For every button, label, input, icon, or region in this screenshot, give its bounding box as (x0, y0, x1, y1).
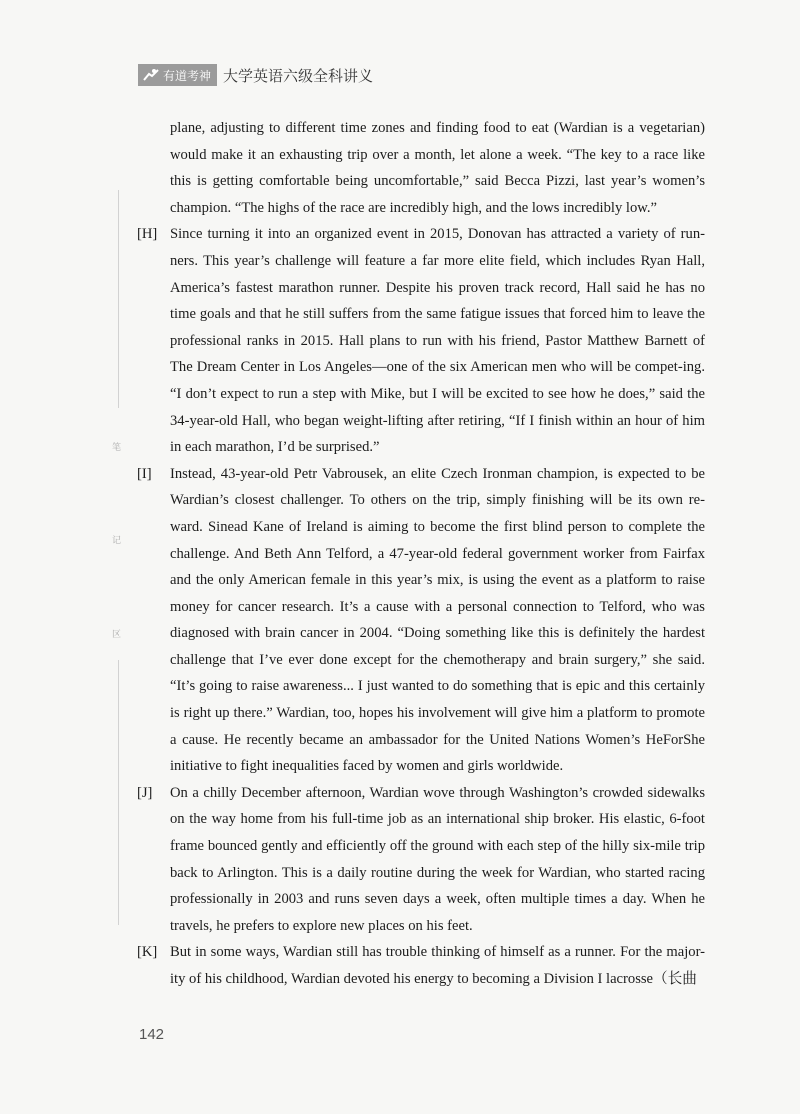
brand-logo (138, 64, 217, 86)
paragraph-marker: [I] (137, 465, 152, 482)
margin-note-label: 记 (112, 536, 122, 546)
margin-rule-top (118, 190, 119, 408)
paragraph-marker: [K] (137, 944, 158, 961)
paragraph (137, 115, 705, 221)
passage-body (137, 115, 705, 993)
margin-note-label: 笔 (112, 443, 122, 453)
page-number: 142 (139, 1026, 165, 1043)
brand-name: 有道考神 (163, 68, 212, 83)
paragraph-marker (137, 115, 170, 221)
header-title: 大学英语六级全科讲义 (223, 66, 374, 85)
paragraph-text: Since turning it into an organized event in 2015, Donovan has attracted a variety of run-ners. This year’s challenge will feature a far more elite field, which includes Ryan Hall, America’s fastest marathon runner. Despite his proven track record, Hall said he has no time goals and that he still suffers from the same fatigue issues that forced him to leave the professional ranks in 2015. Hall plans to run with his friend, Pastor Matthew Barnett of The Dream Center in Los Angeles—one of the six American men who will be compet-ing. “I don’t expect to run a step with Mike, but I will be excited to see how he does,” said the 34-year-old Hall, who began weight-lifting after retiring, “If I finish within an hour of him in each marathon, I’d be surprised.” (170, 226, 705, 456)
runner-icon (142, 68, 160, 82)
paragraph-marker: [J] (137, 784, 153, 801)
paragraph-i (137, 461, 705, 780)
paragraph-text: plane, adjusting to different time zones and finding food to eat (Wardian is a vegetarian) would make it an exhausting trip over a month, let alone a week. “The key to a race like this is getting comfortable being uncomfortable,” said Becca Pizzi, last year’s women’s champion. “The highs of the race are incredibly high, and the lows incredibly low.” (170, 120, 705, 216)
paragraph-text: But in some ways, Wardian still has trouble thinking of himself as a runner. For the major-ity of his childhood, Wardian devoted his energy to becoming a Division I lacrosse（长曲 (170, 944, 705, 987)
paragraph-marker: [H] (137, 226, 158, 243)
paragraph-h (137, 221, 705, 460)
margin-note-label: 区 (112, 630, 122, 640)
paragraph-k (137, 939, 705, 992)
margin-rule-bottom (118, 660, 119, 925)
paragraph-text: On a chilly December afternoon, Wardian wove through Washington’s crowded sidewalks on the way home from his full-time job as an international ship broker. His elastic, 6-foot frame bounced gently and efficiently off the ground with each step of the hilly six-mile trip back to Arlington. This is a daily routine during the week for Wardian, who started racing professionally in 2003 and runs seven days a week, often multiple times a day. When he travels, he prefers to explore new places on his feet. (170, 784, 705, 934)
paragraph-j (137, 780, 705, 940)
paragraph-text: Instead, 43-year-old Petr Vabrousek, an elite Czech Ironman champion, is expected to be Wardian’s closest challenger. To others on the trip, simply finishing will be its own re-ward. Sinead Kane of Ireland is aiming to become the first blind person to complete the challenge. And Beth Ann Telford, a 47-year-old federal government worker from Fairfax and the only American female in this year’s mix, is using the event as a platform to raise money for cancer research. It’s a cause with a personal connection to Telford, who was diagnosed with brain cancer in 2004. “Doing something like this is definitely the hardest challenge that I’ve ever done except for the chemotherapy and brain surgery,” she said. “It’s going to raise awareness... I just wanted to do something that is epic and this certainly is right up there.” Wardian, too, hopes his involvement will give him a platform to promote a cause. He recently became an ambassador for the United Nations Women’s HeForShe initiative to fight inequalities faced by women and girls worldwide. (170, 465, 705, 775)
page-header (138, 62, 373, 88)
